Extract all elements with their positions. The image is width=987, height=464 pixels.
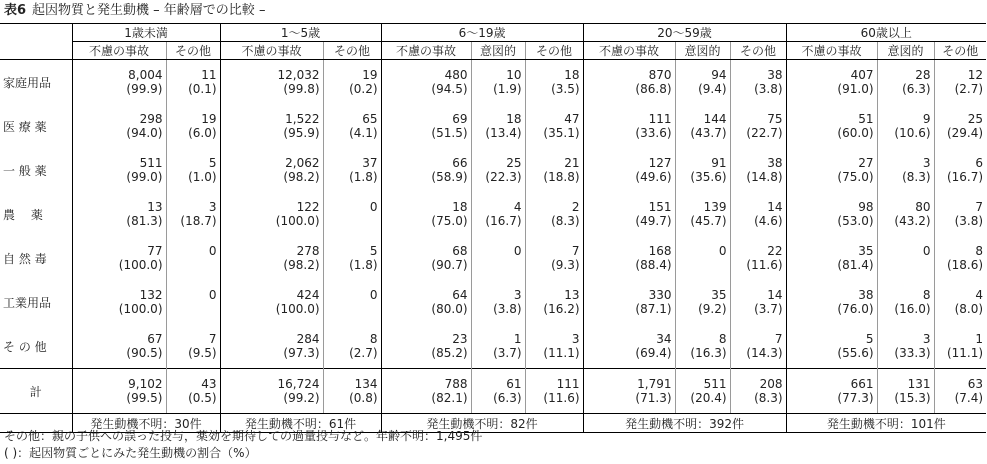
- percent-cell: (3.8): [954, 214, 984, 228]
- percent-cell: (43.7): [675, 126, 730, 148]
- count-cell: 77: [72, 236, 166, 258]
- count-cell: 111: [525, 369, 583, 392]
- percent-cell: [323, 214, 381, 236]
- count-cell: 511: [72, 148, 166, 170]
- count-row: [0, 148, 986, 170]
- motive-header: その他: [730, 42, 786, 60]
- percent-cell: (35.1): [525, 126, 583, 148]
- percent-cell: (4.6): [730, 214, 786, 236]
- count-cell: 168: [583, 236, 675, 258]
- count-cell: 0: [323, 280, 381, 302]
- percent-cell: (11.6): [730, 258, 786, 280]
- count-cell: 13: [72, 192, 166, 214]
- percent-cell: (75.0): [381, 214, 471, 236]
- count-row: [0, 236, 986, 258]
- count-cell: 0: [166, 236, 220, 258]
- count-cell: 0: [877, 236, 934, 258]
- count-cell: 61: [471, 369, 525, 392]
- percent-cell: (15.3): [877, 391, 934, 414]
- row-label: 家庭用品: [0, 60, 72, 105]
- table-number: 表6: [4, 3, 27, 18]
- percent-cell: (9.2): [675, 302, 730, 324]
- footnote-parentheses: ( )：起因物質ごとにみた発生動機の割合（%）: [4, 446, 257, 460]
- count-cell: 12,032: [220, 60, 323, 83]
- count-cell: 65: [323, 104, 381, 126]
- percent-cell: (43.2): [877, 214, 934, 236]
- percent-cell: (99.5): [72, 391, 166, 414]
- percent-cell: (51.5): [381, 126, 471, 148]
- percent-cell: (45.7): [675, 214, 730, 236]
- percent-cell: (11.1): [525, 346, 583, 369]
- percent-cell: (69.4): [583, 346, 675, 369]
- count-cell: 68: [381, 236, 471, 258]
- percent-cell: (3.7): [471, 346, 525, 369]
- count-cell: 47: [525, 104, 583, 126]
- count-cell: 94: [675, 60, 730, 83]
- count-cell: 1,791: [583, 369, 675, 392]
- percent-cell: (8.3): [877, 170, 934, 192]
- percent-cell: (16.7): [471, 214, 525, 236]
- row-label: 計: [0, 369, 72, 414]
- count-cell: 2: [525, 192, 583, 214]
- count-cell: 127: [583, 148, 675, 170]
- percent-cell: (0.2): [323, 82, 381, 104]
- percent-cell: (18.7): [166, 214, 220, 236]
- unknown-motive-cell: 発生動機不明：82件: [381, 414, 583, 433]
- count-cell: 63: [934, 369, 986, 392]
- percent-cell: (8.3): [730, 391, 786, 414]
- percent-row: [0, 82, 986, 104]
- percent-cell: (2.7): [323, 346, 381, 369]
- percent-cell: (14.8): [730, 170, 786, 192]
- percent-cell: (85.2): [381, 346, 471, 369]
- count-cell: 4: [471, 192, 525, 214]
- count-cell: 870: [583, 60, 675, 83]
- percent-cell: (58.9): [381, 170, 471, 192]
- count-cell: 134: [323, 369, 381, 392]
- count-cell: 98: [786, 192, 877, 214]
- percent-cell: (97.3): [220, 346, 323, 369]
- percent-cell: (90.5): [72, 346, 166, 369]
- motive-header: 不慮の事故: [786, 42, 877, 60]
- age-group-header: 6～19歳: [381, 24, 583, 42]
- count-cell: 34: [583, 324, 675, 346]
- percent-cell: (8.0): [954, 302, 984, 316]
- motive-header-row: [0, 42, 986, 60]
- count-cell: 3: [525, 324, 583, 346]
- percent-cell: (35.6): [675, 170, 730, 192]
- percent-cell: (0.5): [166, 391, 220, 414]
- count-cell: 661: [786, 369, 877, 392]
- count-cell: 330: [583, 280, 675, 302]
- count-cell: 8: [877, 280, 934, 302]
- count-cell: 122: [220, 192, 323, 214]
- count-cell: 14: [730, 280, 786, 302]
- count-cell: 1,522: [220, 104, 323, 126]
- count-cell: 9: [877, 104, 934, 126]
- percent-cell: (0.8): [323, 391, 381, 414]
- percent-cell: (81.3): [72, 214, 166, 236]
- age-group-header-row: [0, 24, 986, 42]
- count-cell: 66: [381, 148, 471, 170]
- percent-cell: (20.4): [675, 391, 730, 414]
- count-cell: 11: [166, 60, 220, 83]
- percent-cell: (100.0): [220, 214, 323, 236]
- percent-cell: (99.9): [72, 82, 166, 104]
- motive-header: 不慮の事故: [72, 42, 166, 60]
- count-cell: 12: [967, 68, 984, 82]
- age-group-header: 60歳以上: [786, 24, 986, 42]
- percent-cell: (6.3): [471, 391, 525, 414]
- percent-cell: (76.0): [786, 302, 877, 324]
- percent-cell: (71.3): [583, 391, 675, 414]
- row-label: 自 然 毒: [0, 236, 72, 280]
- count-cell: 28: [877, 60, 934, 83]
- count-cell: 0: [675, 236, 730, 258]
- count-cell: 132: [72, 280, 166, 302]
- count-cell: 25: [967, 112, 984, 126]
- count-cell: 208: [730, 369, 786, 392]
- percent-row: [0, 258, 986, 280]
- percent-cell: (53.0): [786, 214, 877, 236]
- count-cell: 38: [730, 148, 786, 170]
- percent-cell: (3.8): [730, 82, 786, 104]
- percent-cell: (98.2): [220, 258, 323, 280]
- percent-cell: (3.8): [471, 302, 525, 324]
- count-cell: 8: [975, 244, 984, 258]
- count-cell: 3: [877, 324, 934, 346]
- count-cell: 10: [471, 60, 525, 83]
- percent-cell: (55.6): [786, 346, 877, 369]
- percent-row: [0, 346, 986, 369]
- count-cell: 5: [786, 324, 877, 346]
- motive-header: 不慮の事故: [583, 42, 675, 60]
- footnote-other: その他：親の子供への誤った投与，薬効を期待しての過量投与など。年齢不明：1,495件: [4, 429, 483, 443]
- row-label: そ の 他: [0, 324, 72, 369]
- count-cell: 3: [877, 148, 934, 170]
- count-cell: 21: [525, 148, 583, 170]
- count-row: [0, 104, 986, 126]
- percent-cell: (0.1): [166, 82, 220, 104]
- age-group-header: 20～59歳: [583, 24, 786, 42]
- percent-cell: (75.0): [786, 170, 877, 192]
- percent-cell: (100.0): [72, 302, 166, 324]
- percent-cell: (18.6): [946, 258, 984, 272]
- count-cell: 480: [381, 60, 471, 83]
- corner-cell: [0, 24, 72, 60]
- percent-cell: (29.4): [946, 126, 984, 140]
- count-cell: 3: [166, 192, 220, 214]
- count-row: [0, 280, 986, 302]
- count-cell: 75: [730, 104, 786, 126]
- percent-cell: [471, 258, 525, 280]
- percent-cell: (86.8): [583, 82, 675, 104]
- count-cell: 284: [220, 324, 323, 346]
- percent-cell: (6.3): [877, 82, 934, 104]
- count-cell: 0: [471, 236, 525, 258]
- count-cell: 424: [220, 280, 323, 302]
- age-group-header: 1～5歳: [220, 24, 381, 42]
- percent-cell: (8.3): [525, 214, 583, 236]
- count-cell: 18: [471, 104, 525, 126]
- percent-cell: (1.9): [471, 82, 525, 104]
- count-cell: 4: [975, 288, 984, 302]
- percent-cell: (60.0): [786, 126, 877, 148]
- motive-header: 不慮の事故: [220, 42, 323, 60]
- row-label: 工業用品: [0, 280, 72, 324]
- percent-cell: (11.6): [525, 391, 583, 414]
- count-cell: 13: [525, 280, 583, 302]
- percent-cell: [323, 302, 381, 324]
- motive-header: その他: [166, 42, 220, 60]
- row-label: 農 薬: [0, 192, 72, 236]
- percent-cell: (9.5): [166, 346, 220, 369]
- count-cell: 38: [730, 60, 786, 83]
- percent-cell: (100.0): [72, 258, 166, 280]
- count-cell: 0: [166, 280, 220, 302]
- count-cell: 25: [471, 148, 525, 170]
- count-cell: 7: [730, 324, 786, 346]
- percent-cell: (3.5): [525, 82, 583, 104]
- percent-cell: (99.8): [220, 82, 323, 104]
- percent-cell: (98.2): [220, 170, 323, 192]
- percent-cell: (82.1): [381, 391, 471, 414]
- percent-cell: (22.3): [471, 170, 525, 192]
- percent-cell: (1.8): [323, 170, 381, 192]
- percent-cell: (91.0): [786, 82, 877, 104]
- percent-cell: (2.7): [954, 82, 984, 96]
- percent-cell: (10.6): [877, 126, 934, 148]
- percent-cell: (49.6): [583, 170, 675, 192]
- percent-cell: (99.2): [220, 391, 323, 414]
- count-cell: 511: [675, 369, 730, 392]
- count-cell: 8: [323, 324, 381, 346]
- percent-cell: (33.3): [877, 346, 934, 369]
- count-cell: 43: [166, 369, 220, 392]
- count-cell: 144: [675, 104, 730, 126]
- count-cell: 278: [220, 236, 323, 258]
- percent-cell: (95.9): [220, 126, 323, 148]
- percent-cell: (100.0): [220, 302, 323, 324]
- percent-cell: (9.4): [675, 82, 730, 104]
- percent-cell: (1.8): [323, 258, 381, 280]
- percent-cell: (18.8): [525, 170, 583, 192]
- percent-cell: (33.6): [583, 126, 675, 148]
- percent-cell: (87.1): [583, 302, 675, 324]
- table-body: [0, 60, 986, 414]
- percent-cell: (94.5): [381, 82, 471, 104]
- count-row: [0, 324, 986, 346]
- motive-header: 意図的: [471, 42, 525, 60]
- count-cell: 19: [323, 60, 381, 83]
- row-label: 医 療 薬: [0, 104, 72, 148]
- count-cell: 64: [381, 280, 471, 302]
- count-cell: 91: [675, 148, 730, 170]
- count-cell: 27: [786, 148, 877, 170]
- percent-row: [0, 214, 986, 236]
- percent-cell: (7.4): [934, 391, 986, 414]
- count-cell: 788: [381, 369, 471, 392]
- count-cell: 5: [166, 148, 220, 170]
- count-cell: 1: [975, 332, 984, 346]
- count-cell: 5: [323, 236, 381, 258]
- percent-cell: (49.7): [583, 214, 675, 236]
- count-cell: 18: [381, 192, 471, 214]
- count-cell: 407: [786, 60, 877, 83]
- percent-cell: [877, 258, 934, 280]
- count-cell: 7: [975, 200, 984, 214]
- count-cell: 9,102: [72, 369, 166, 392]
- count-row: [0, 60, 986, 83]
- percent-cell: (88.4): [583, 258, 675, 280]
- count-cell: 8: [675, 324, 730, 346]
- count-cell: 80: [877, 192, 934, 214]
- count-row: [0, 192, 986, 214]
- percent-row: [0, 391, 986, 414]
- count-cell: 22: [730, 236, 786, 258]
- unknown-motive-cell: 発生動機不明：30件: [72, 414, 220, 433]
- percent-cell: (77.3): [786, 391, 877, 414]
- count-cell: 35: [786, 236, 877, 258]
- count-cell: 7: [166, 324, 220, 346]
- unknown-motive-cell: 発生動機不明：101件: [786, 414, 986, 433]
- percent-cell: (22.7): [730, 126, 786, 148]
- count-cell: 18: [525, 60, 583, 83]
- count-cell: 7: [525, 236, 583, 258]
- percent-cell: (99.0): [72, 170, 166, 192]
- count-cell: 2,062: [220, 148, 323, 170]
- motive-header: その他: [323, 42, 381, 60]
- percent-cell: [166, 302, 220, 324]
- count-cell: 38: [786, 280, 877, 302]
- count-cell: 1: [471, 324, 525, 346]
- count-cell: 298: [72, 104, 166, 126]
- percent-cell: (80.0): [381, 302, 471, 324]
- count-cell: 3: [471, 280, 525, 302]
- percent-row: [0, 170, 986, 192]
- percent-row: [0, 302, 986, 324]
- table-caption: 起因物質と発生動機 – 年齢層での比較 –: [32, 3, 266, 18]
- percent-cell: (16.7): [946, 170, 984, 184]
- count-cell: 139: [675, 192, 730, 214]
- count-cell: 37: [323, 148, 381, 170]
- percent-cell: (81.4): [786, 258, 877, 280]
- motive-header: 意図的: [675, 42, 730, 60]
- percent-cell: (3.7): [730, 302, 786, 324]
- count-cell: 14: [730, 192, 786, 214]
- percent-cell: [166, 258, 220, 280]
- count-cell: 8,004: [72, 60, 166, 83]
- count-row: [0, 369, 986, 392]
- percent-cell: (16.2): [525, 302, 583, 324]
- count-cell: 69: [381, 104, 471, 126]
- motive-header: その他: [525, 42, 583, 60]
- row-label: 一 般 薬: [0, 148, 72, 192]
- percent-cell: (90.7): [381, 258, 471, 280]
- percent-cell: (6.0): [166, 126, 220, 148]
- count-cell: 6: [975, 156, 984, 170]
- percent-cell: (11.1): [946, 346, 984, 360]
- count-cell: 35: [675, 280, 730, 302]
- table-title: [4, 2, 265, 20]
- motive-header: 意図的: [877, 42, 934, 60]
- percent-cell: (16.3): [675, 346, 730, 369]
- count-cell: 131: [877, 369, 934, 392]
- percent-cell: (1.0): [166, 170, 220, 192]
- percent-cell: (9.3): [525, 258, 583, 280]
- count-cell: 23: [381, 324, 471, 346]
- count-cell: 16,724: [220, 369, 323, 392]
- motive-header: 不慮の事故: [381, 42, 471, 60]
- percent-cell: (16.0): [877, 302, 934, 324]
- percent-cell: (13.4): [471, 126, 525, 148]
- count-cell: 151: [583, 192, 675, 214]
- percent-cell: (94.0): [72, 126, 166, 148]
- percent-row: [0, 126, 986, 148]
- data-table: [0, 23, 986, 433]
- count-cell: 19: [166, 104, 220, 126]
- count-cell: 67: [72, 324, 166, 346]
- unknown-motive-cell: 発生動機不明：61件: [220, 414, 381, 433]
- motive-header: その他: [934, 42, 986, 60]
- count-cell: 111: [583, 104, 675, 126]
- percent-cell: (4.1): [323, 126, 381, 148]
- percent-cell: (14.3): [730, 346, 786, 369]
- unknown-motive-cell: 発生動機不明：392件: [583, 414, 786, 433]
- percent-cell: [675, 258, 730, 280]
- age-group-header: 1歳未満: [72, 24, 220, 42]
- count-cell: 51: [786, 104, 877, 126]
- count-cell: 0: [323, 192, 381, 214]
